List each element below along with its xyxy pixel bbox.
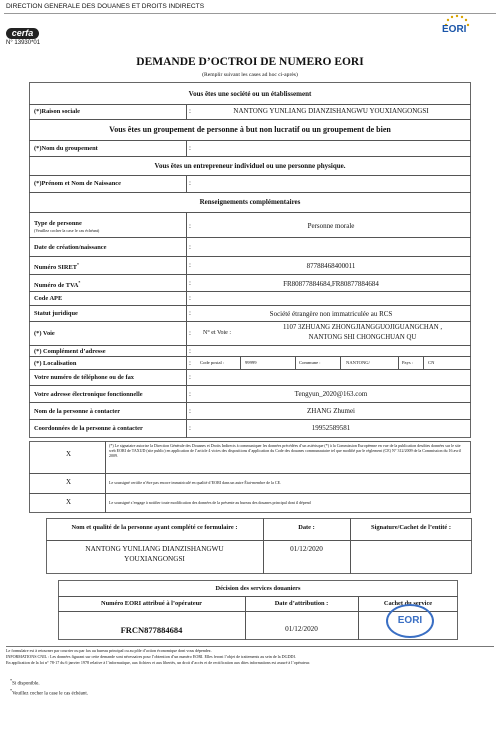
type-personne-value: Personne morale: [307, 222, 355, 230]
commune-value: NANTONG/: [346, 360, 370, 365]
consent-1-text: (*) Le signataire autorise la Direction Générale des Douanes et Droits Indirects à communiquer les données précédées d’un astérisque (*) à la Commission Européenne en vue de la publication desdites données sur le site web EORI de TAXUD (site public) en application de l’article 4 vicies des dispositions d’application du Code des douanes communautaire tel que modifié par le règlement (CE) N° 312/2009 de la Commission du 16 avril 2009.: [109, 443, 461, 458]
voie-value-2: NANTONG SHI CHONGCHUAN QU: [308, 334, 417, 341]
direction-header: DIRECTION GENERALE DES DOUANES ET DROITS INDIRECTS: [6, 3, 205, 10]
signature-col1-heading: Nom et qualité de la personne ayant complété ce formulaire :: [71, 524, 238, 531]
signature-date: 01/12/2020: [290, 545, 323, 553]
cerfa-logo-text: cerfa: [11, 28, 34, 38]
date-creation-label: Date de création/naissance: [34, 244, 107, 251]
footnote-2: *Veuillez cocher la case le cas échéant.: [10, 688, 89, 697]
voie-value-1: 1107 3ZHUANG ZHONGJIANGGUOJIGUANGCHAN ,: [282, 324, 443, 331]
consent-2-text: Le soussigné certifie n’être pas encore immatriculé en qualité d’EORI dans un autre État-membre de la CE.: [109, 480, 282, 485]
coordonnees-value: 19952589581: [311, 424, 351, 432]
ape-label: Code APE: [34, 295, 63, 302]
decision-col3-heading: Cachet du service: [383, 600, 433, 607]
siret-value: 87788468400011: [306, 262, 356, 270]
footer-line-3: En application de la loi n° 78-17 du 6 janvier 1978 relative à l’informatique, aux fichiers et aux libertés, un droit d’accès et de rectification aux dites informations est assuré à l’opérateur.: [6, 660, 311, 665]
raison-sociale-value: NANTONG YUNLIANG DIANZISHANGWU YOUXIANGONGSI: [233, 107, 429, 115]
localisation-label: (*) Localisation: [34, 360, 77, 367]
form-subtitle: (Remplir suivant les cases ad hoc ci-après): [202, 72, 298, 78]
cerfa-number: N° 13930*01: [6, 40, 41, 46]
tva-label: Numéro de TVA*: [34, 280, 81, 290]
phone-label: Votre numéro de téléphone ou de fax: [34, 374, 134, 381]
contact-value: ZHANG Zhumei: [306, 407, 356, 415]
signature-col2-heading: Date :: [298, 524, 315, 531]
contact-label: Nom de la personne à contacter: [34, 408, 121, 415]
signatory-name-1: NANTONG YUNLIANG DIANZISHANGWU: [85, 545, 224, 553]
decision-col1-heading: Numéro EORI attribué à l’opérateur: [100, 600, 203, 607]
type-personne-label: Type de personne: [34, 220, 82, 227]
statut-label: Statut juridique: [34, 310, 78, 317]
consent-2-checkbox[interactable]: X: [66, 478, 72, 486]
coordonnees-label: Coordonnées de la personne à contacter: [34, 425, 143, 432]
cerfa-logo: [6, 28, 39, 39]
code-postal-label: Code postal :: [200, 360, 225, 365]
eori-logo-text: EORI: [442, 24, 467, 35]
signatory-name-2: YOUXIANGONGSI: [124, 555, 185, 563]
voie-label: (*) Voie: [34, 330, 55, 337]
signature-col3-heading: Signature/Cachet de l’entité :: [371, 524, 451, 531]
siret-label: Numéro SIRET*: [34, 262, 80, 272]
prenom-nom-label: (*)Prénom et Nom de Naissance: [34, 180, 121, 187]
complement-label: (*) Complément d’adresse: [34, 348, 106, 355]
eori-stamp: [386, 604, 434, 638]
section-info-heading: Renseignements complémentaires: [199, 198, 301, 206]
raison-sociale-label: (*)Raison sociale: [34, 108, 80, 115]
eori-stamp-text: EORI: [397, 615, 423, 626]
email-value: Tengyun_2020@163.com: [294, 390, 368, 398]
section-individual-heading: Vous êtes un entrepreneur individuel ou une personne physique.: [154, 162, 346, 170]
eori-number-value: FRCN877884684: [120, 625, 183, 635]
consent-3-text: Le soussigné s’engage à notifier toute modification des données de la présente au bureau des douanes principal dont il dépend: [109, 500, 311, 505]
groupement-label: (*)Nom du groupement: [34, 145, 98, 152]
commune-label: Commune :: [299, 360, 321, 365]
consent-1-checkbox[interactable]: X: [66, 450, 72, 458]
decision-heading: Décision des services douaniers: [215, 585, 301, 592]
footer-line-2: INFORMATIONS CNIL : Les données figurant sur cette demande sont nécessaires pour l’obtention d’un numéro EORI. Elles feront l’objet de traitements au sein de la DGDDI.: [6, 654, 296, 659]
voie-sub-label: N° et Voie :: [203, 330, 232, 336]
consent-3-checkbox[interactable]: X: [66, 498, 72, 506]
tva-value: FR80877884684,FR80877884684: [283, 280, 379, 288]
code-postal-value: 99999: [245, 360, 257, 365]
footer-line-1: Le formulaire est à retourner par courrier ou par fax au bureau principal ou au pôle d’action économique dont vous dépendez.: [6, 648, 212, 653]
eori-logo: [440, 12, 474, 38]
footnote-1: *Si disponible.: [10, 678, 40, 687]
section-company-heading: Vous êtes une société ou un établissement: [188, 90, 312, 98]
email-label: Votre adresse électronique fonctionnelle: [34, 391, 143, 398]
statut-value: Société étrangère non immatriculée au RCS: [269, 310, 393, 318]
type-personne-note: (Veuillez cocher la case le cas échéant): [34, 228, 100, 233]
decision-col2-heading: Date d’attribution :: [274, 600, 329, 607]
section-group-heading: Vous êtes un groupement de personne à but non lucratif ou un groupement de bien: [109, 125, 391, 134]
pays-label: Pays :: [402, 360, 414, 365]
pays-value: CN: [428, 360, 435, 365]
form-title: DEMANDE D’OCTROI DE NUMERO EORI: [136, 56, 364, 68]
decision-date-value: 01/12/2020: [285, 625, 318, 633]
